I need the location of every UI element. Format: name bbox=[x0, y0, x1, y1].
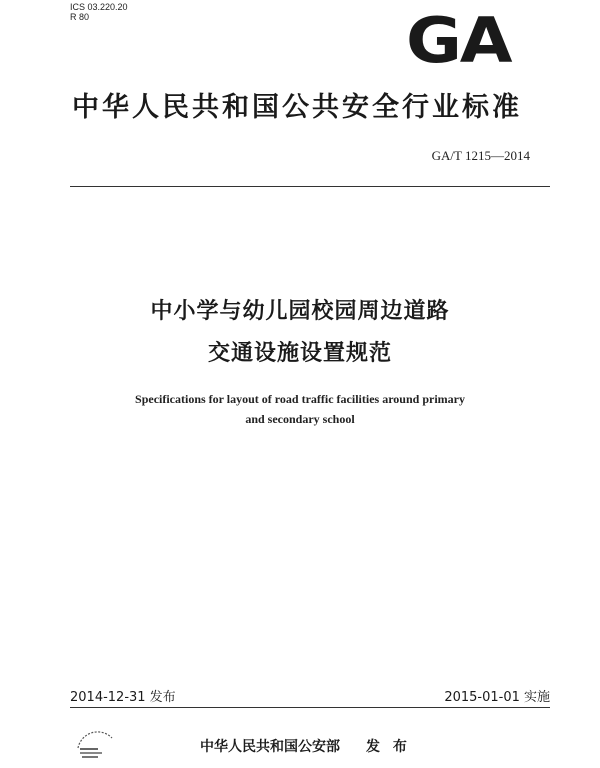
classification-codes bbox=[70, 2, 128, 22]
standard-category-title: 中华人民共和国公共安全行业标准 bbox=[72, 92, 522, 123]
issue-word: 发 布 bbox=[366, 739, 411, 755]
standard-number: GA/T 1215—2014 bbox=[431, 148, 530, 163]
english-title-line-2: and secondary school bbox=[245, 412, 355, 426]
implement-date: 2015-01-01 实施 bbox=[444, 690, 550, 705]
issue-date: 2014-12-31 发布 bbox=[70, 690, 176, 705]
header-divider bbox=[70, 186, 550, 187]
footer-divider bbox=[70, 707, 550, 708]
ccs-code: R 80 bbox=[70, 12, 90, 22]
chinese-title-line-1: 中小学与幼儿园校园周边道路 bbox=[150, 299, 450, 324]
issuer bbox=[200, 736, 411, 756]
chinese-title-line-2: 交通设施设置规范 bbox=[207, 341, 392, 366]
ga-logo: GA bbox=[406, 4, 511, 77]
ics-code: ICS 03.220.20 bbox=[70, 2, 128, 12]
publisher-seal-icon bbox=[70, 718, 120, 768]
english-title-line-1: Specifications for layout of road traffic facilities around primary bbox=[135, 392, 465, 406]
issuer-name: 中华人民共和国公安部 bbox=[200, 739, 340, 755]
